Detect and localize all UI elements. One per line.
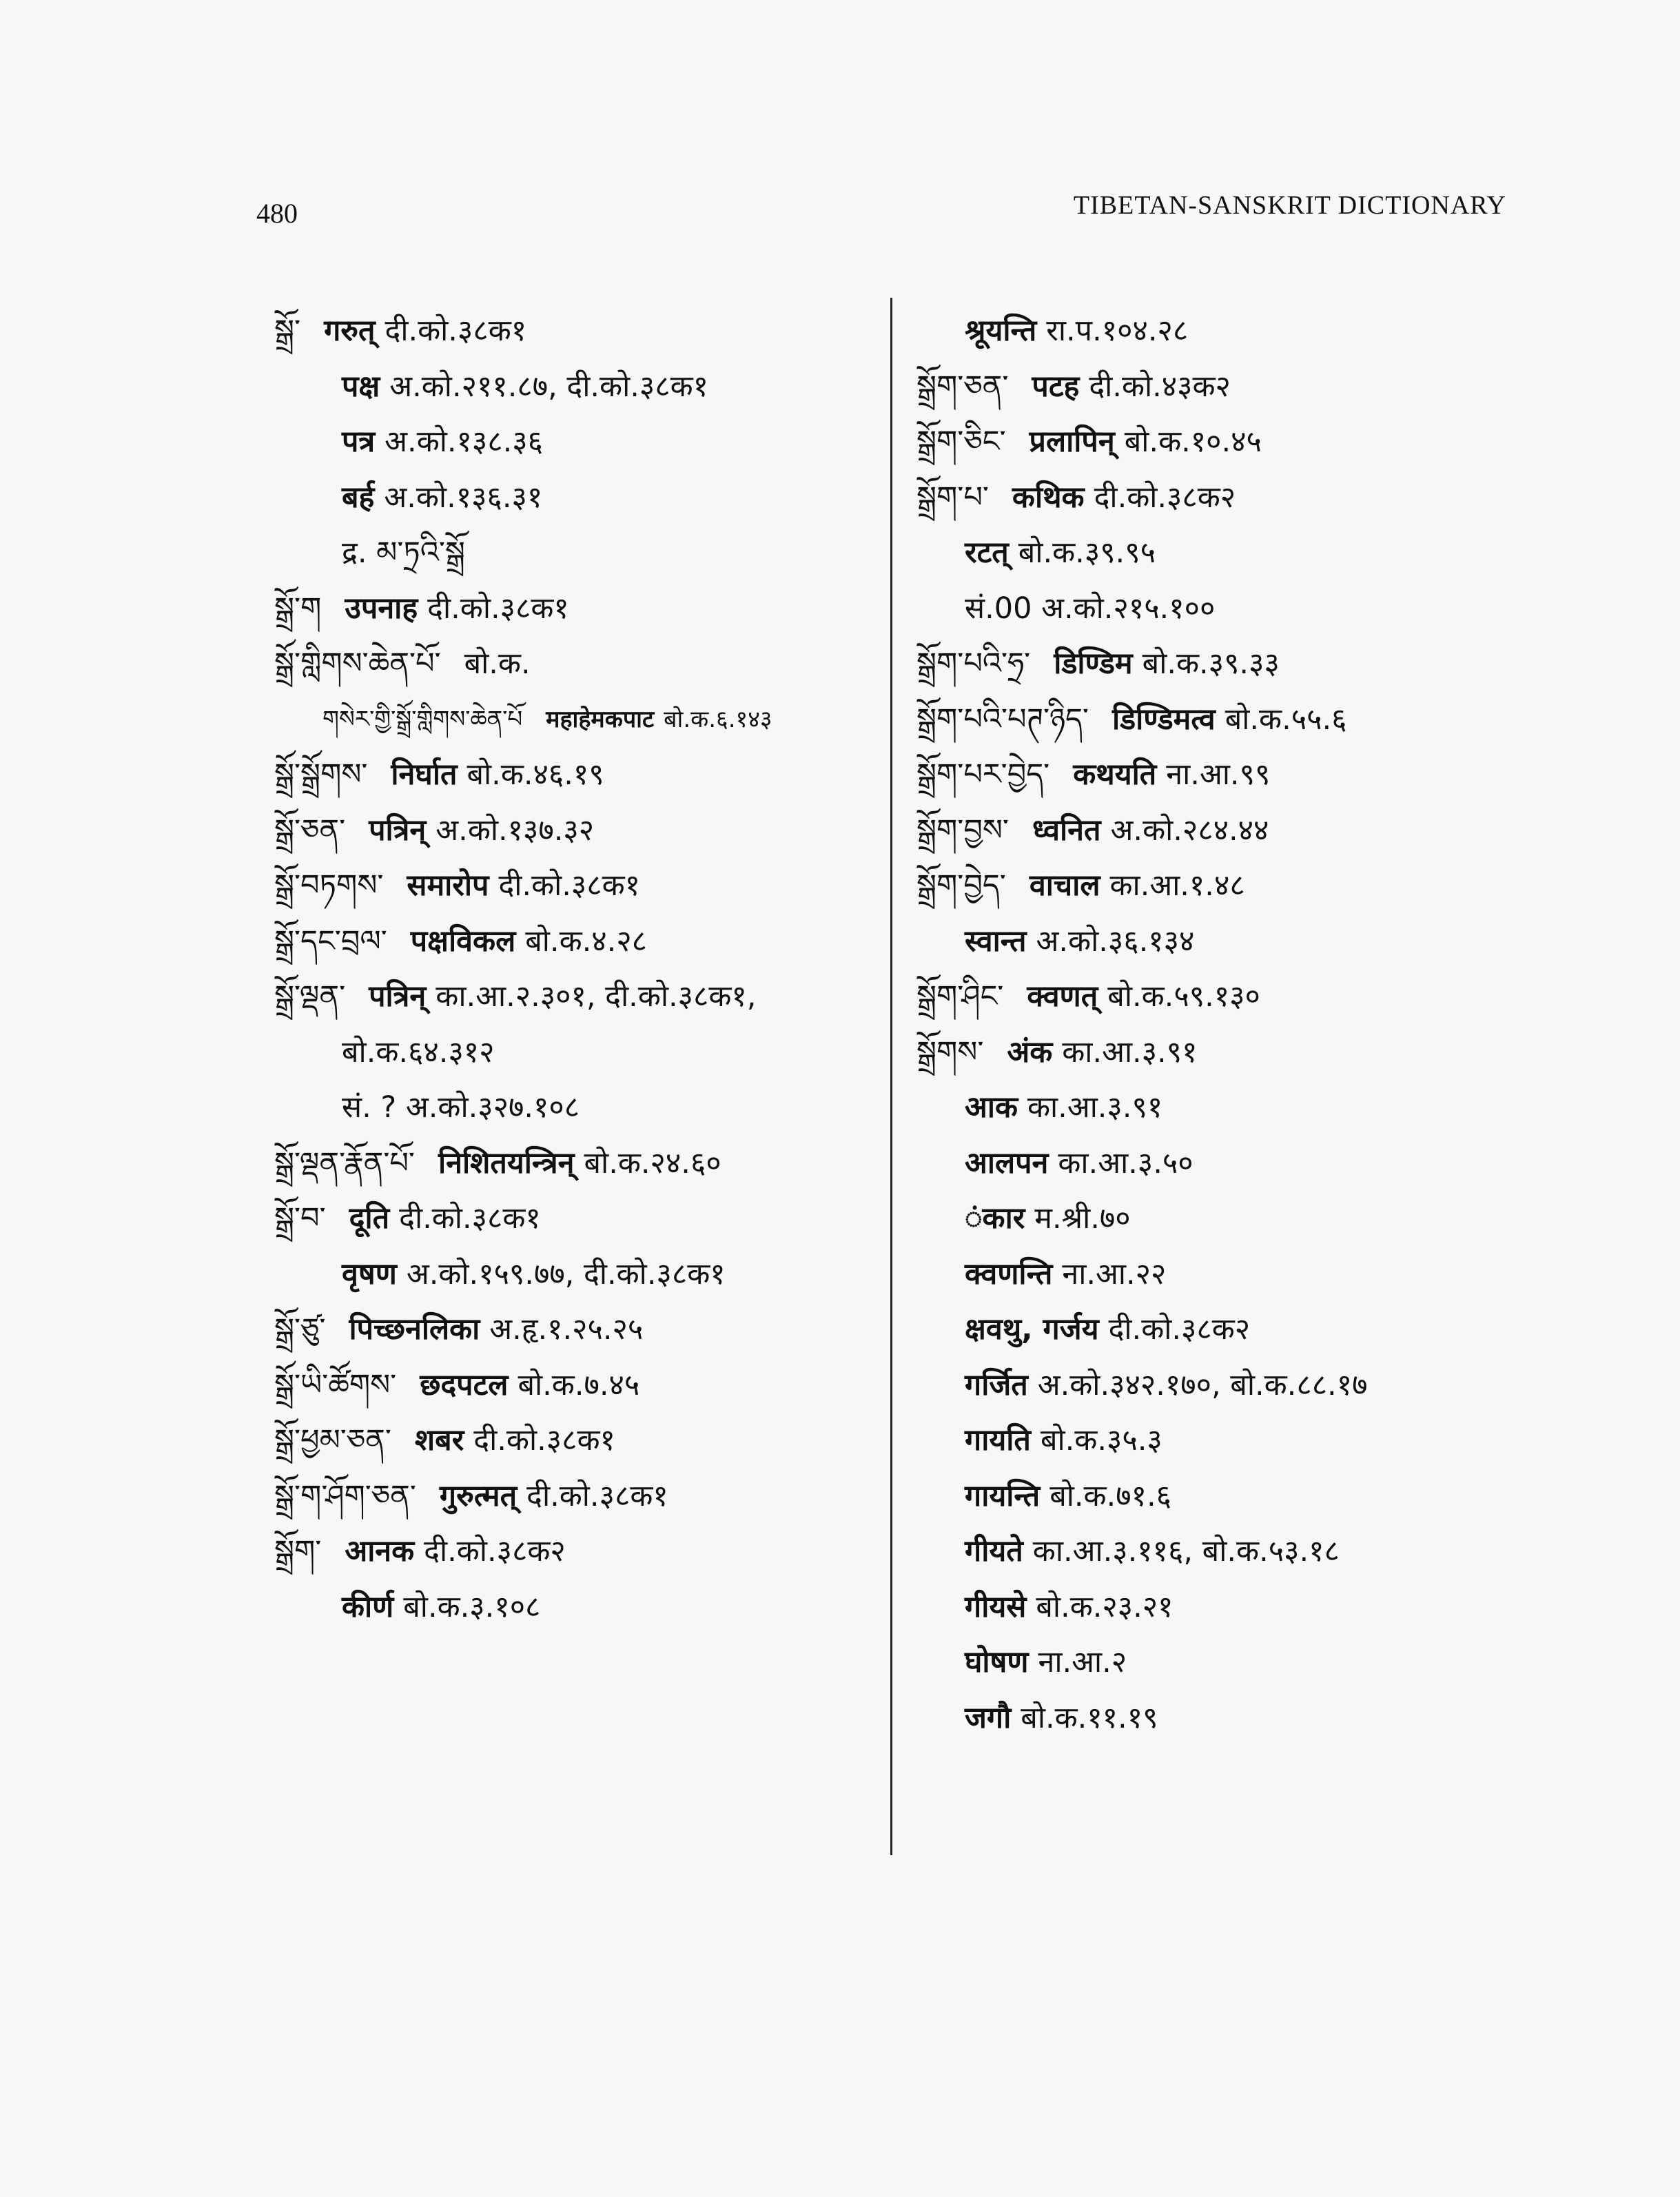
sanskrit-equivalent: क्वणत्: [1027, 979, 1098, 1014]
dictionary-entry: [916, 1580, 1537, 1635]
tibetan-headword: སྒྲོ་ག་ཤོག་ཅན་: [274, 1478, 416, 1513]
dictionary-entry: [274, 1580, 881, 1635]
tibetan-headword: སྒྲོ་ཙུ་: [274, 1312, 326, 1347]
source-reference: दी.को.३८क१: [385, 314, 527, 348]
source-reference: बो.क.२३.२१: [1036, 1589, 1174, 1624]
tibetan-headword: སྒྲོ་དང་བྲལ་: [274, 923, 387, 959]
sanskrit-equivalent: महाहेमकपाट: [546, 705, 655, 733]
dictionary-entry: [274, 914, 881, 970]
sanskrit-equivalent: उपनाह: [345, 591, 418, 626]
source-reference: द्र. མ་ཏྲའི་སྒྲོ: [342, 535, 465, 570]
source-reference: दी.को.३८क१: [399, 1201, 541, 1236]
tibetan-headword: སྒྲོ་ཅན་: [274, 813, 346, 848]
source-reference: अ.हृ.१.२५.२५: [489, 1312, 644, 1347]
source-reference: बो.क.४.२८: [525, 923, 648, 959]
running-head: TIBETAN-SANSKRIT DICTIONARY: [1073, 191, 1506, 220]
tibetan-headword: སྒྲོག་པ་: [916, 480, 989, 515]
dictionary-entry: [274, 1136, 881, 1192]
dictionary-entry: [916, 858, 1537, 914]
right-column: [916, 303, 1537, 1746]
source-reference: बो.क.५९.१३०: [1107, 979, 1260, 1014]
sanskrit-equivalent: पक्ष: [342, 369, 380, 404]
source-reference: बो.क.३९.९५: [1018, 535, 1156, 570]
sanskrit-equivalent: निर्घात: [391, 757, 458, 792]
source-reference: बो.क.६४.३१२: [342, 1034, 495, 1070]
sanskrit-equivalent: पटह: [1032, 369, 1080, 404]
source-reference: दी.को.३८क२: [1094, 480, 1236, 515]
source-reference: बो.क.५५.६: [1225, 702, 1347, 737]
dictionary-entry: [916, 1136, 1537, 1192]
sanskrit-equivalent: पिच्छनलिका: [349, 1312, 480, 1347]
sanskrit-equivalent: श्रूयन्ति: [965, 314, 1037, 348]
dictionary-entry: [916, 359, 1537, 415]
dictionary-entry: [274, 803, 881, 859]
tibetan-headword: སྒྲོག་བྱེད་: [916, 868, 1006, 903]
source-reference: बो.क.३५.३: [1040, 1423, 1162, 1458]
sanskrit-equivalent: घोषण: [965, 1645, 1029, 1679]
source-reference: अ.को.३४२.१७०, बो.क.८८.१७: [1037, 1367, 1368, 1402]
source-reference: का.आ.३.११६, बो.क.५३.१८: [1032, 1534, 1340, 1568]
tibetan-headword: སྒྲོ་ཡི་ཚོགས་: [274, 1367, 397, 1402]
dictionary-entry: [916, 1080, 1537, 1136]
dictionary-entry: [274, 525, 881, 581]
sanskrit-equivalent: कथिक: [1012, 480, 1085, 515]
tibetan-headword: སྒྲོ་ག: [274, 591, 322, 626]
source-reference: दी.को.३८क१: [473, 1423, 615, 1458]
sanskrit-equivalent: गरुत्: [324, 314, 376, 348]
dictionary-entry: [916, 692, 1537, 748]
sanskrit-equivalent: गीयते: [965, 1534, 1023, 1568]
dictionary-entry: [274, 359, 881, 415]
dictionary-entry: [274, 692, 881, 748]
sanskrit-equivalent: गायति: [965, 1423, 1031, 1458]
column-divider: [890, 298, 892, 1855]
tibetan-headword: གསེར་གྱི་སྒྲོ་གླིགས་ཆེན་པོ: [322, 705, 523, 733]
tibetan-headword: སྒྲོ་བ་: [274, 1201, 326, 1236]
sanskrit-equivalent: प्रलापिन्: [1029, 425, 1115, 459]
sanskrit-equivalent: समारोप: [407, 868, 489, 903]
tibetan-headword: སྒྲོག་ཅན་: [916, 369, 1009, 404]
source-reference: अ.को.१३७.३२: [436, 813, 595, 848]
dictionary-entry: [274, 1469, 881, 1524]
sanskrit-equivalent: डिण्डिम: [1054, 646, 1133, 681]
tibetan-headword: སྒྲོག་ཤིང་: [916, 979, 1004, 1014]
source-reference: का.आ.३.९१: [1027, 1090, 1163, 1125]
sanskrit-equivalent: कीर्ण: [342, 1589, 394, 1624]
dictionary-entry: [274, 1302, 881, 1358]
source-reference: बो.क.: [464, 646, 531, 681]
tibetan-headword: སྒྲོ་སྒྲོགས་: [274, 757, 368, 792]
dictionary-entry: [916, 525, 1537, 581]
source-reference: अ.को.१३८.३६: [385, 425, 543, 459]
source-reference: बो.क.३.१०८: [403, 1589, 541, 1624]
sanskrit-equivalent: वृषण: [342, 1256, 397, 1291]
dictionary-entry: [916, 1413, 1537, 1469]
dictionary-entry: [916, 1025, 1537, 1081]
sanskrit-equivalent: शबर: [414, 1423, 464, 1458]
dictionary-entry: [916, 747, 1537, 803]
tibetan-headword: སྒྲོག་པར་བྱེད་: [916, 757, 1050, 792]
source-reference: बो.क.२४.६०: [584, 1145, 721, 1181]
dictionary-entry: [916, 1191, 1537, 1247]
dictionary-entry: [274, 1413, 881, 1469]
sanskrit-equivalent: गायन्ति: [965, 1478, 1041, 1513]
source-reference: अ.को.२८४.४४: [1110, 813, 1269, 848]
dictionary-entry: [916, 1524, 1537, 1580]
sanskrit-equivalent: गर्जित: [965, 1367, 1028, 1402]
dictionary-entry: [916, 969, 1537, 1025]
source-reference: का.आ.२.३०१, दी.को.३८क१,: [436, 979, 757, 1014]
sanskrit-equivalent: वाचाल: [1029, 868, 1100, 903]
sanskrit-equivalent: कथयति: [1073, 757, 1157, 792]
source-reference: अ.को.१५९.७७, दी.को.३८क१: [406, 1256, 726, 1291]
sanskrit-equivalent: डिण्डिमत्व: [1112, 702, 1216, 737]
tibetan-headword: སྒྲོག་པའི་ཧྲ་: [916, 646, 1031, 681]
source-reference: रा.प.१०४.२८: [1046, 314, 1189, 348]
sanskrit-equivalent: आलपन: [965, 1145, 1049, 1181]
left-column: [274, 303, 881, 1635]
sanskrit-equivalent: रटत्: [965, 535, 1009, 570]
tibetan-headword: སྒྲོ་ཕྱམ་ཅན་: [274, 1423, 391, 1458]
dictionary-entry: [274, 858, 881, 914]
sanskrit-equivalent: पत्रिन्: [369, 813, 427, 848]
dictionary-entry: [274, 636, 881, 692]
source-reference: बो.क.१०.४५: [1124, 425, 1262, 459]
dictionary-entry: [916, 581, 1537, 637]
source-reference: सं.00 अ.को.२१५.१००: [965, 591, 1216, 626]
tibetan-headword: སྒྲོ་ལྡན་རྣོན་པོ་: [274, 1145, 415, 1181]
sanskrit-equivalent: दूति: [349, 1201, 390, 1236]
dictionary-entry: [916, 1635, 1537, 1690]
dictionary-entry: [274, 1358, 881, 1413]
source-reference: बो.क.७१.६: [1049, 1478, 1171, 1513]
dictionary-entry: [274, 747, 881, 803]
source-reference: म.श्री.७०: [1034, 1201, 1131, 1236]
dictionary-entry: [916, 914, 1537, 970]
source-reference: दी.को.३८क१: [526, 1478, 668, 1513]
tibetan-headword: སྒྲོ་བཏགས་: [274, 868, 384, 903]
dictionary-entry: [916, 470, 1537, 526]
tibetan-headword: སྒྲོ་: [274, 314, 301, 348]
sanskrit-equivalent: बर्ह: [342, 480, 375, 515]
source-reference: दी.को.३८क१: [427, 591, 569, 626]
sanskrit-equivalent: अंक: [1007, 1034, 1053, 1070]
dictionary-entry: [274, 1524, 881, 1580]
source-reference: अ.को.१३६.३१: [384, 480, 543, 515]
source-reference: बो.क.६.१४३: [664, 705, 772, 733]
source-reference: का.आ.३.५०: [1058, 1145, 1194, 1181]
source-reference: ना.आ.२२: [1062, 1256, 1167, 1291]
dictionary-entry: [916, 803, 1537, 859]
sanskrit-equivalent: पत्र: [342, 425, 376, 459]
source-reference: दी.को.३८क२: [1108, 1312, 1251, 1347]
dictionary-entry: [916, 1247, 1537, 1302]
dictionary-entry: [274, 969, 881, 1025]
source-reference: का.आ.१.४८: [1109, 868, 1245, 903]
source-reference: दी.को.४३क२: [1089, 369, 1231, 404]
source-reference: बो.क.४६.१९: [467, 757, 604, 792]
tibetan-headword: སྒྲོག་བྱས་: [916, 813, 1009, 848]
tibetan-headword: སྒྲོ་གླིགས་ཆེན་པོ་: [274, 646, 441, 681]
tibetan-headword: སྒྲོགས་: [916, 1034, 984, 1070]
sanskrit-equivalent: पत्रिन्: [369, 979, 427, 1014]
dictionary-entry: [916, 1302, 1537, 1358]
sanskrit-equivalent: ंकार: [965, 1201, 1025, 1236]
tibetan-headword: སྒྲོག་པའི་པཊ་ཉིད་: [916, 702, 1089, 737]
sanskrit-equivalent: छदपटल: [420, 1367, 509, 1402]
dictionary-entry: [274, 1247, 881, 1302]
sanskrit-equivalent: आक: [965, 1090, 1018, 1125]
sanskrit-equivalent: गुरुत्मत्: [439, 1478, 518, 1513]
dictionary-entry: [274, 470, 881, 526]
dictionary-entry: [916, 1469, 1537, 1524]
dictionary-entry: [274, 1025, 881, 1081]
source-reference: अ.को.२११.८७, दी.को.३८क१: [389, 369, 708, 404]
page-number: 480: [256, 198, 298, 229]
sanskrit-equivalent: पक्षविकल: [410, 923, 516, 959]
dictionary-entry: [274, 1191, 881, 1247]
dictionary-entry: [916, 1358, 1537, 1413]
sanskrit-equivalent: गीयसे: [965, 1589, 1027, 1624]
dictionary-entry: [274, 1080, 881, 1136]
dictionary-entry: [274, 581, 881, 637]
source-reference: बो.क.७.४५: [518, 1367, 640, 1402]
source-reference: अ.को.३६.१३४: [1036, 923, 1195, 959]
source-reference: बो.क.११.१९: [1021, 1700, 1158, 1735]
sanskrit-equivalent: निशितयन्त्रिन्: [438, 1145, 575, 1181]
sanskrit-equivalent: जगौ: [965, 1700, 1012, 1735]
dictionary-entry: [916, 303, 1537, 359]
dictionary-entry: [916, 414, 1537, 470]
source-reference: का.आ.३.९१: [1062, 1034, 1198, 1070]
source-reference: बो.क.३९.३३: [1142, 646, 1280, 681]
dictionary-entry: [916, 636, 1537, 692]
source-reference: ना.आ.२: [1038, 1645, 1127, 1679]
source-reference: दी.को.३८क१: [498, 868, 641, 903]
source-reference: ना.आ.९९: [1166, 757, 1271, 792]
sanskrit-equivalent: स्वान्त: [965, 923, 1027, 959]
dictionary-entry: [916, 1690, 1537, 1746]
sanskrit-equivalent: क्वणन्ति: [965, 1256, 1053, 1291]
tibetan-headword: སྒྲོག་: [274, 1534, 322, 1568]
sanskrit-equivalent: आनक: [345, 1534, 415, 1568]
sanskrit-equivalent: ध्वनित: [1032, 813, 1101, 848]
tibetan-headword: སྒྲོག་ཅིང་: [916, 425, 1006, 459]
sanskrit-equivalent: क्षवथु, गर्जय: [965, 1312, 1099, 1347]
tibetan-headword: སྒྲོ་ལྡན་: [274, 979, 346, 1014]
dictionary-entry: [274, 414, 881, 470]
source-reference: दी.को.३८क२: [424, 1534, 566, 1568]
dictionary-entry: [274, 303, 881, 359]
source-reference: सं. ? अ.को.३२७.१०८: [342, 1090, 580, 1125]
